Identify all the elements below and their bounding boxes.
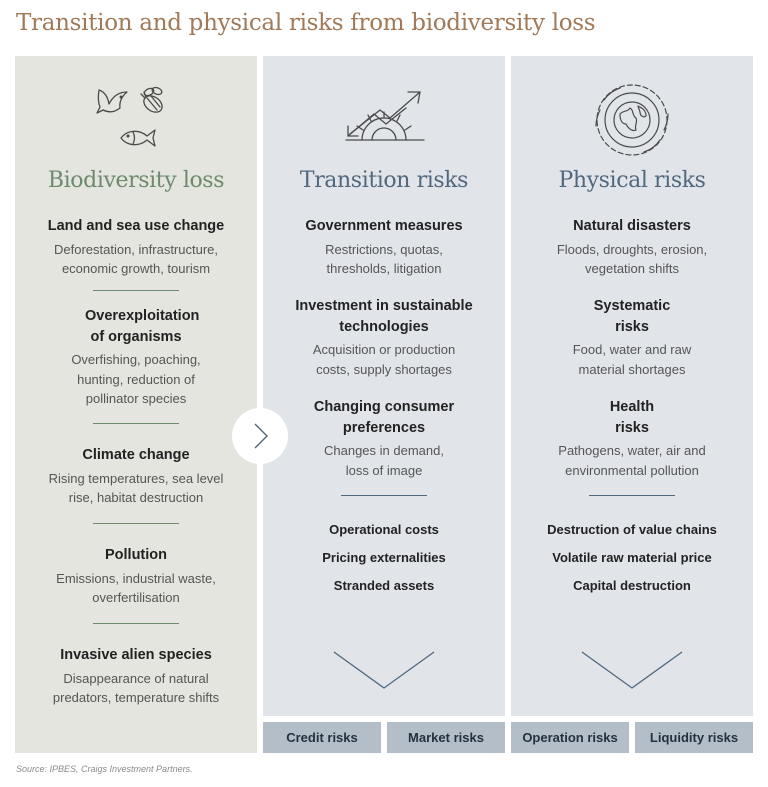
credit-risks-label: Credit risks [263, 722, 381, 753]
chevron-down-icon [332, 650, 436, 690]
physical-item [511, 397, 753, 480]
divider [589, 495, 675, 496]
item-title: Land and sea use change [47, 218, 225, 234]
item-description: Deforestation, infrastructure, economic growth, tourism [53, 241, 219, 276]
item-description: Emissions, industrial waste, overfertilisation [56, 570, 216, 605]
divider [93, 290, 179, 291]
source-note: Source: IPBES, Craigs Investment Partners. [16, 764, 193, 774]
biodiversity-item [15, 216, 257, 279]
impact-list [511, 516, 753, 600]
item-description: Floods, droughts, erosion, vegetation shifts [556, 241, 708, 276]
birds-bee-fish-icon [15, 80, 257, 160]
globe-storm-icon [511, 80, 753, 160]
item-description: Disappearance of natural predators, temperature shifts [52, 670, 220, 705]
impact-item: Pricing externalities [322, 550, 446, 565]
market-risks-label: Market risks [387, 722, 505, 753]
divider [93, 623, 179, 624]
chevron-down-icon [580, 650, 684, 690]
impact-item: Operational costs [329, 522, 439, 537]
biodiversity-loss-column [15, 56, 257, 753]
item-title: Natural disasters [573, 218, 691, 234]
impact-list [263, 516, 505, 600]
item-title: Pollution [104, 547, 167, 563]
item-title: Overexploitation of organisms [85, 308, 200, 345]
page-title: Transition and physical risks from biodiversity loss [16, 10, 596, 36]
item-description: Rising temperatures, sea level rise, habitat destruction [48, 470, 224, 505]
liquidity-risks-label: Liquidity risks [635, 722, 753, 753]
impact-item: Stranded assets [333, 578, 435, 593]
item-title: Health risks [609, 399, 655, 436]
transition-item [263, 216, 505, 279]
biodiversity-item [15, 306, 257, 409]
item-title: Systematic risks [593, 298, 671, 335]
item-description: Acquisition or production costs, supply shortages [312, 342, 456, 377]
item-description: Restrictions, quotas, thresholds, litigation [325, 241, 443, 276]
item-title: Investment in sustainable technologies [295, 298, 473, 335]
physical-item [511, 216, 753, 279]
item-description: Food, water and raw material shortages [572, 342, 692, 377]
item-description: Overfishing, poaching, hunting, reduction of pollinator species [71, 352, 201, 406]
transition-heading: Transition risks [299, 168, 469, 193]
item-title: Invasive alien species [60, 647, 212, 663]
impact-item: Destruction of value chains [547, 522, 717, 537]
item-description: Changes in demand, loss of image [324, 443, 444, 478]
divider [341, 495, 427, 496]
item-title: Government measures [305, 218, 463, 234]
item-title: Climate change [82, 447, 190, 463]
transition-item [263, 397, 505, 480]
biodiversity-item [15, 545, 257, 608]
divider [93, 423, 179, 424]
biodiversity-heading: Biodiversity loss [47, 168, 225, 193]
physical-risks-column [511, 56, 753, 716]
biodiversity-item [15, 645, 257, 708]
transition-item [263, 296, 505, 379]
transition-risks-column [263, 56, 505, 716]
divider [93, 523, 179, 524]
item-description: Pathogens, water, air and environmental pollution [558, 443, 706, 478]
chevron-right-icon [232, 408, 288, 464]
impact-item: Capital destruction [573, 578, 691, 593]
physical-heading: Physical risks [558, 168, 706, 193]
biodiversity-item [15, 445, 257, 508]
physical-item [511, 296, 753, 379]
arrows-gear-icon [263, 80, 505, 160]
item-title: Changing consumer preferences [313, 399, 455, 436]
impact-item: Volatile raw material price [552, 550, 712, 565]
operation-risks-label: Operation risks [511, 722, 629, 753]
